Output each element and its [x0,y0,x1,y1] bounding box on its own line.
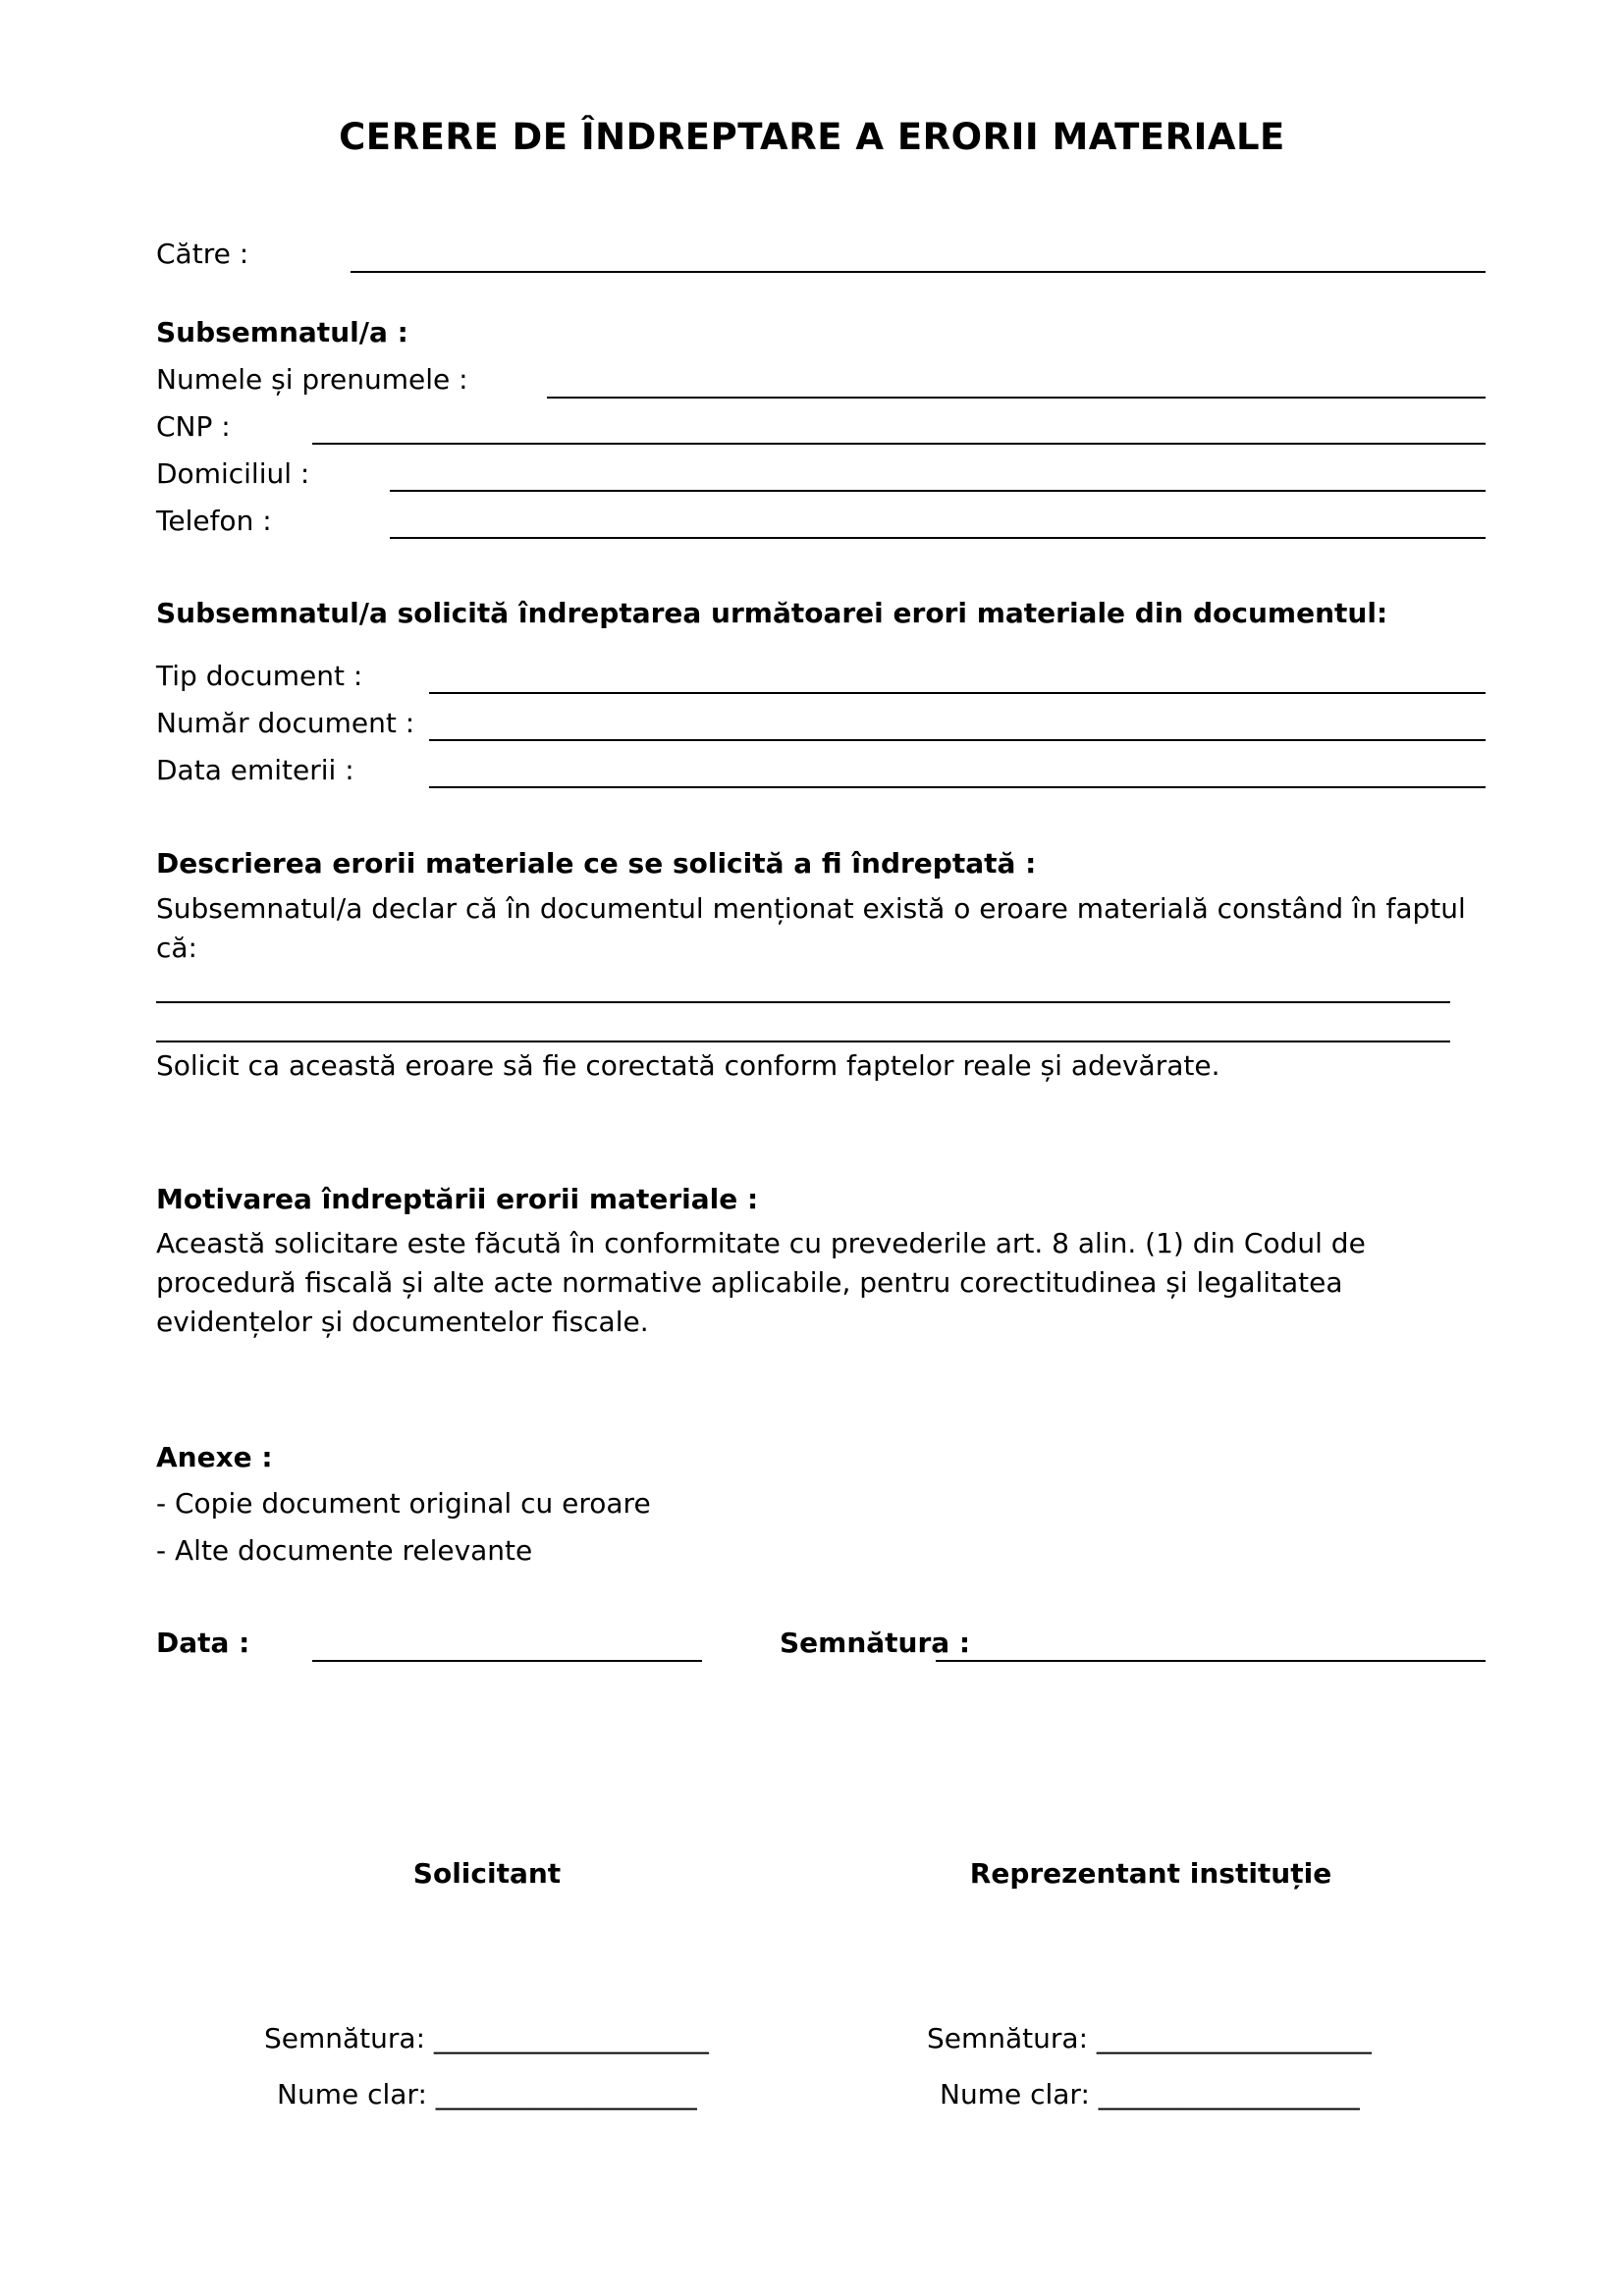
page-title: CERERE DE ÎNDREPTARE A ERORII MATERIALE [339,116,1285,158]
domiciliu-label: Domiciliul : [156,457,310,490]
data-emiterii-field-line[interactable] [429,786,1486,788]
descriere-request: Solicit ca această eroare să fie corectată conform faptelor reale și adevărate. [156,1049,1220,1082]
numar-document-field-line[interactable] [429,739,1486,741]
data-field-line[interactable] [312,1660,702,1662]
descriere-text: Subsemnatul/a declar că în documentul menționat există o eroare materială constând în faptul că: [156,892,1466,964]
motivare-heading: Motivarea îndreptării erorii materiale : [156,1183,759,1215]
motivare-text: Această solicitare este făcută în conformitate cu prevederile art. 8 alin. (1) din Codul de procedură fiscală și alte acte normative aplicabile, pentru corectitudinea și legalitatea evidențelor și documentelor fiscale. [156,1227,1366,1338]
document-heading: Subsemnatul/a solicită îndreptarea următoarei erori materiale din documentul: [156,597,1388,629]
cnp-label: CNP : [156,410,231,443]
tip-document-label: Tip document : [156,660,363,692]
anexe-item: - Copie document original cu eroare [156,1487,651,1520]
descriere-field-line-2[interactable] [156,1041,1450,1042]
reprezentant-nume: Nume clar: ___________________ [940,2078,1360,2110]
reprezentant-heading: Reprezentant instituție [969,1857,1332,1890]
numar-document-label: Număr document : [156,707,415,739]
anexe-item: - Alte documente relevante [156,1534,533,1567]
tip-document-field-line[interactable] [429,692,1486,694]
catre-label: Către : [156,238,249,270]
telefon-label: Telefon : [156,505,272,537]
subsemnatul-heading: Subsemnatul/a : [156,316,408,348]
reprezentant-semnatura: Semnătura: ____________________ [927,2022,1372,2055]
name-label: Numele și prenumele : [156,363,468,396]
catre-field-line[interactable] [351,271,1486,273]
semnatura-label: Semnătura : [780,1627,971,1659]
data-label: Data : [156,1627,250,1659]
cnp-field-line[interactable] [312,443,1486,445]
domiciliu-field-line[interactable] [390,490,1486,492]
solicitant-nume: Nume clar: ___________________ [277,2078,697,2110]
solicitant-semnatura: Semnătura: ____________________ [264,2022,709,2055]
descriere-field-line-1[interactable] [156,1001,1450,1003]
anexe-heading: Anexe : [156,1441,273,1473]
descriere-heading: Descrierea erorii materiale ce se solicită a fi îndreptată : [156,847,1037,880]
data-emiterii-label: Data emiterii : [156,754,354,786]
solicitant-heading: Solicitant [412,1857,562,1890]
name-field-line[interactable] [547,397,1486,399]
telefon-field-line[interactable] [390,537,1486,539]
semnatura-field-line[interactable] [936,1660,1486,1662]
